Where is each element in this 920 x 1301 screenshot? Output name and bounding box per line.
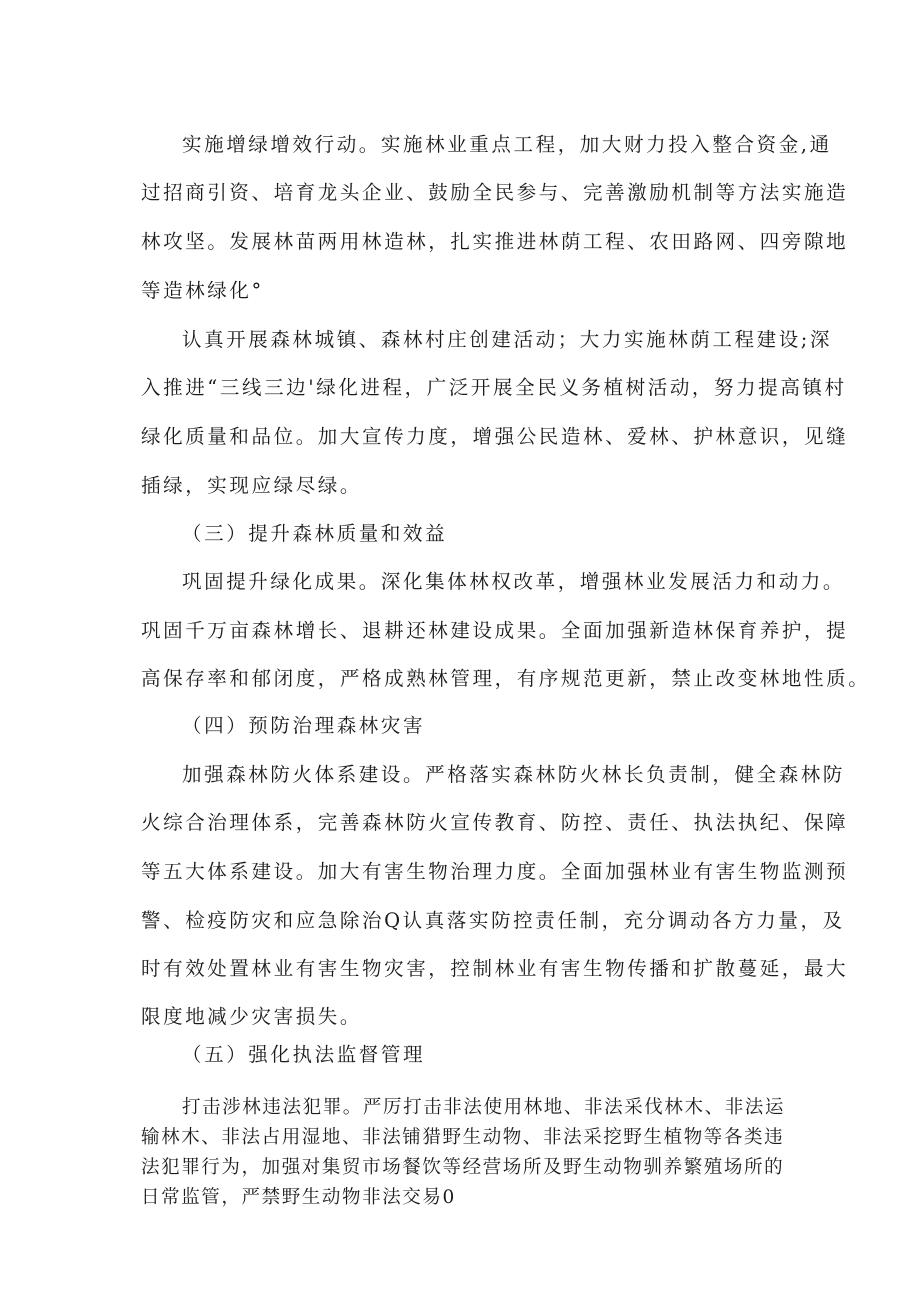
paragraph-5-line-1: 打击涉林违法犯罪。严厉打击非法使用林地、非法采伐林木、非法运: [182, 1097, 786, 1118]
section-heading-3: （三）提升森林质量和效益: [182, 522, 448, 545]
paragraph-3-line-2: 巩固千万亩森林增长、退耕还林建设成果。全面加强新造林保育养护，提: [141, 619, 849, 642]
paragraph-4-line-4: 警、检疫防灾和应急除治Q认真落实防控责任制，充分调动各方力量，及: [141, 909, 845, 932]
paragraph-2-line-2: 入推进“三线三边'绿化进程，广泛开展全民义务植树活动，努力提高镇村: [141, 376, 847, 399]
paragraph-1-line-1: 实施增绿增效行动。实施林业重点工程，加大财力投入整合资金,通: [182, 133, 832, 156]
paragraph-4-line-3: 等五大体系建设。加大有害生物治理力度。全面加强林业有害生物监测预: [141, 860, 849, 883]
paragraph-4-line-6: 限度地减少灾害损失。: [141, 1005, 363, 1028]
section-heading-5: （五）强化执法监督管理: [182, 1043, 426, 1066]
paragraph-4-line-5: 时有效处置林业有害生物灾害，控制林业有害生物传播和扩散蔓延，最大: [141, 957, 849, 980]
paragraph-4-line-2: 火综合治理体系，完善森林防火宣传教育、防控、责任、执法执纪、保障: [141, 811, 849, 834]
paragraph-4-line-1: 加强森林防火体系建设。严格落实森林防火林长负责制，健全森林防: [182, 763, 846, 786]
paragraph-5-line-2: 输林木、非法占用湿地、非法铺猎野生动物、非法采挖野生植物等各类违: [141, 1127, 785, 1148]
paragraph-5-line-3: 法犯罪行为，加强对集贸市场餐饮等经营场所及野生动物驯养繁殖场所的: [141, 1157, 785, 1178]
paragraph-3-line-1: 巩固提升绿化成果。深化集体林权改革，增强林业发展活力和动力。: [182, 570, 846, 593]
paragraph-5-line-4: 日常监管，严禁野生动物非法交易0: [141, 1187, 456, 1208]
section-heading-4: （四）预防治理森林灾害: [182, 714, 426, 737]
paragraph-1-line-4: 等造林绿化°: [141, 279, 264, 302]
paragraph-3-line-3: 高保存率和郁闭度，严格成熟林管理，有序规范更新，禁止改变林地性质。: [141, 667, 871, 690]
paragraph-1-line-3: 林攻坚。发展林苗两用林造林，扎实推进林荫工程、农田路网、四旁隙地: [141, 230, 849, 253]
paragraph-2-line-4: 插绿，实现应绿尽绿。: [141, 474, 363, 497]
paragraph-2-line-1: 认真开展森林城镇、森林村庄创建活动；大力实施林荫工程建设;深: [182, 328, 833, 351]
paragraph-1-line-2: 过招商引资、培育龙头企业、鼓励全民参与、完善激励机制等方法实施造: [141, 181, 849, 204]
paragraph-2-line-3: 绿化质量和品位。加大宣传力度，增强公民造林、爱林、护林意识，见缝: [141, 425, 849, 448]
